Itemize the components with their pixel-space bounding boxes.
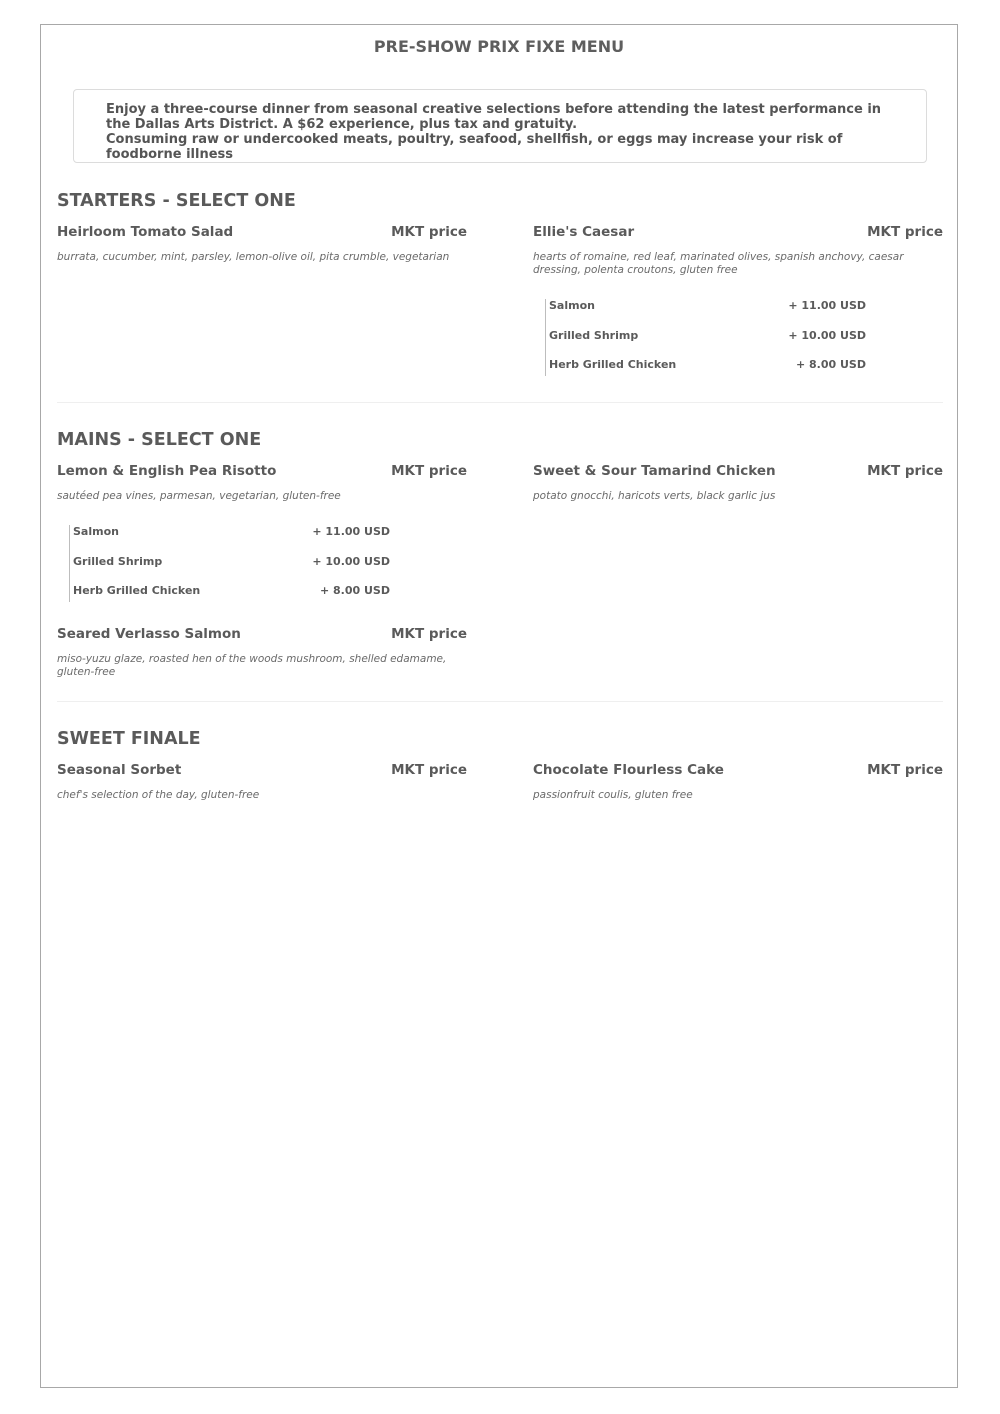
section-divider (57, 402, 943, 403)
menu-item (57, 762, 467, 801)
item-description: burrata, cucumber, mint, parsley, lemon-olive oil, pita crumble, vegetarian (57, 251, 450, 263)
addon-name: Salmon (73, 525, 119, 538)
addon-list (545, 299, 866, 376)
item-price: MKT price (867, 224, 943, 240)
item-price: MKT price (867, 762, 943, 778)
item-description: sautéed pea vines, parmesan, vegetarian, gluten-free (57, 490, 341, 502)
addon-name: Grilled Shrimp (549, 328, 639, 342)
item-name: Chocolate Flourless Cake (533, 762, 724, 778)
addon-name: Herb Grilled Chicken (549, 358, 677, 371)
item-description: passionfruit coulis, gluten free (533, 789, 693, 801)
menu-page (40, 24, 958, 1388)
addon-price: + 8.00 USD (795, 358, 866, 371)
menu-item (57, 463, 467, 597)
section-title-mains: MAINS - SELECT ONE (57, 430, 262, 450)
menu-item (57, 626, 467, 678)
item-price: MKT price (391, 463, 467, 479)
intro-description: Enjoy a three-course dinner from seasonal creative selections before attending the latest performance in the Dallas Arts District. A $62 experience, plus tax and gratuity. (106, 102, 882, 132)
addon-name: Grilled Shrimp (73, 554, 163, 568)
item-price: MKT price (867, 463, 943, 479)
section-divider (57, 701, 943, 702)
item-description: miso-yuzu glaze, roasted hen of the woods mushroom, shelled edamame, gluten-free (57, 653, 447, 678)
section-title-sweet-finale: SWEET FINALE (57, 729, 201, 749)
addon-row (546, 329, 866, 359)
page-title: PRE-SHOW PRIX FIXE MENU (373, 37, 625, 56)
item-name: Lemon & English Pea Risotto (57, 463, 277, 479)
item-description: chef's selection of the day, gluten-free (57, 789, 260, 801)
menu-item (533, 762, 943, 801)
addon-price: + 10.00 USD (788, 328, 866, 342)
menu-item (57, 224, 467, 263)
intro-food-warning: Consuming raw or undercooked meats, poultry, seafood, shellfish, or eggs may increase your risk of foodborne illness (106, 132, 843, 162)
item-name: Sweet & Sour Tamarind Chicken (533, 463, 776, 479)
addon-name: Herb Grilled Chicken (73, 584, 201, 597)
item-name: Ellie's Caesar (533, 224, 635, 240)
addon-row (70, 555, 390, 585)
addon-price: + 11.00 USD (312, 525, 390, 538)
menu-item (533, 463, 943, 502)
addon-row (70, 525, 390, 555)
item-price: MKT price (391, 224, 467, 240)
addon-row (546, 358, 866, 376)
item-name: Heirloom Tomato Salad (57, 224, 234, 240)
item-name: Seared Verlasso Salmon (57, 626, 241, 642)
addon-price: + 8.00 USD (319, 584, 390, 597)
addon-price: + 10.00 USD (312, 554, 390, 568)
addon-name: Salmon (549, 299, 595, 312)
item-description: hearts of romaine, red leaf, marinated olives, spanish anchovy, caesar dressing, polenta croutons, gluten free (533, 251, 904, 276)
addon-row (546, 299, 866, 329)
addon-list (69, 525, 390, 602)
addon-row (70, 584, 390, 602)
item-name: Seasonal Sorbet (57, 762, 182, 778)
item-description: potato gnocchi, haricots verts, black garlic jus (533, 490, 776, 502)
item-price: MKT price (391, 626, 467, 642)
section-title-starters: STARTERS - SELECT ONE (57, 191, 296, 211)
intro-box (73, 89, 927, 163)
item-price: MKT price (391, 762, 467, 778)
menu-item (533, 224, 943, 371)
addon-price: + 11.00 USD (788, 299, 866, 312)
